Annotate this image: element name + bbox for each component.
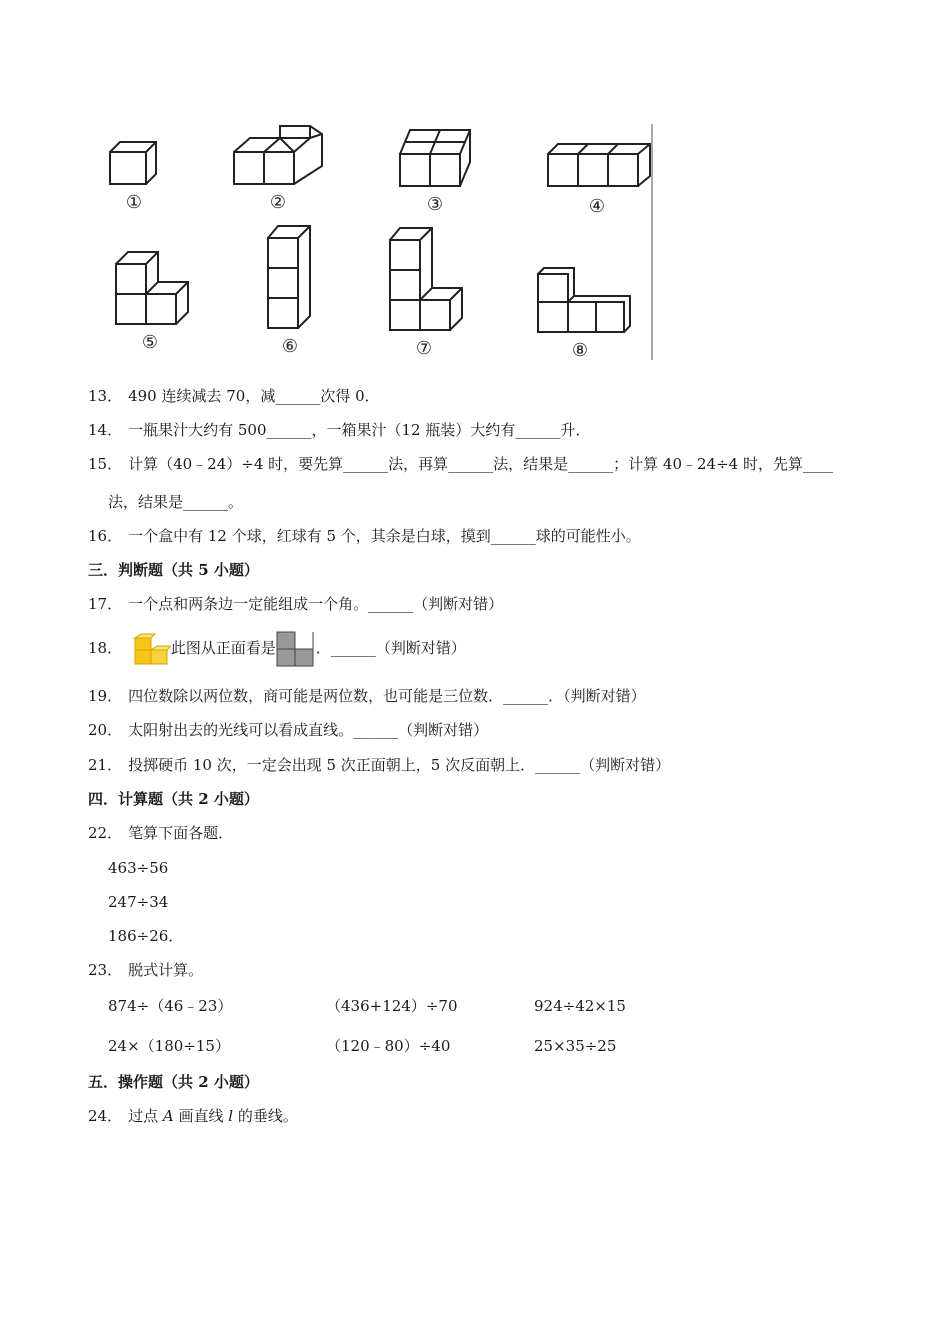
figure-label-4: ④ bbox=[588, 196, 606, 217]
question-number: 21． bbox=[88, 756, 123, 774]
point-a-label: A bbox=[162, 1107, 174, 1125]
question-number: 13． bbox=[88, 387, 123, 405]
calc-item: 25×35÷25 bbox=[534, 1037, 617, 1055]
figure-label-7: ⑦ bbox=[415, 338, 433, 359]
question-22 bbox=[88, 823, 233, 843]
figure-label-6: ⑥ bbox=[281, 336, 299, 357]
question-number: 16． bbox=[88, 527, 123, 545]
calc-item: 186÷26． bbox=[108, 927, 184, 945]
calc-item: （120﹣80）÷40 bbox=[326, 1037, 451, 1055]
figure-label-2: ② bbox=[269, 192, 287, 213]
calc-item: 874÷（46﹣23） bbox=[108, 997, 233, 1015]
section-3-heading: 三．判断题（共 5 小题） bbox=[88, 561, 259, 579]
calc-item: （436+124）÷70 bbox=[326, 997, 458, 1015]
question-number: 15． bbox=[88, 455, 123, 473]
question-text: 一个点和两条边一定能组成一个角。______（判断对错） bbox=[128, 595, 504, 613]
figure-label-5: ⑤ bbox=[141, 332, 159, 353]
cube-5-drawing bbox=[116, 252, 188, 324]
question-14 bbox=[88, 420, 590, 440]
question-15-continued: 法，结果是______。 bbox=[108, 493, 244, 511]
cube-3-drawing bbox=[400, 130, 470, 186]
question-text: 一瓶果汁大约有 500______，一箱果汁（12 瓶装）大约有______升． bbox=[128, 421, 591, 439]
question-15 bbox=[88, 454, 833, 474]
question-number: 19． bbox=[88, 687, 123, 705]
cube-8-drawing bbox=[538, 268, 630, 332]
question-number: 20． bbox=[88, 721, 123, 739]
question-text: 四位数除以两位数，商可能是两位数，也可能是三位数．______．（判断对错） bbox=[128, 687, 646, 705]
question-18 bbox=[88, 630, 466, 666]
question-number: 24． bbox=[88, 1107, 123, 1125]
cube-1-drawing bbox=[110, 142, 156, 184]
question-text: 490 连续减去 70，减______次得 0． bbox=[128, 387, 380, 405]
cube-2-drawing bbox=[234, 126, 322, 184]
question-24 bbox=[88, 1106, 298, 1126]
yellow-cubes-image bbox=[133, 632, 171, 666]
question-number: 17． bbox=[88, 595, 123, 613]
calc-item: 24×（180÷15） bbox=[108, 1037, 230, 1055]
figure-label-1: ① bbox=[125, 192, 143, 213]
question-13 bbox=[88, 386, 380, 406]
front-view-squares-image bbox=[276, 631, 316, 667]
cube-4-drawing bbox=[548, 144, 650, 186]
question-text: 过点 bbox=[128, 1107, 163, 1125]
question-text: 投掷硬币 10 次，一定会出现 5 次正面朝上，5 次反面朝上．______（判断对错） bbox=[128, 756, 671, 774]
calc-item: 247÷34 bbox=[108, 893, 169, 911]
cube-7-drawing bbox=[390, 228, 462, 330]
question-23 bbox=[88, 960, 203, 980]
question-text-suffix: ．______（判断对错） bbox=[315, 639, 466, 657]
question-text: 计算（40﹣24）÷4 时，要先算______法，再算______法，结果是______；计算 40﹣24÷4 时，先算____ bbox=[128, 455, 833, 473]
section-4-heading: 四．计算题（共 2 小题） bbox=[88, 790, 259, 808]
question-21 bbox=[88, 755, 670, 775]
question-text: 脱式计算。 bbox=[128, 961, 204, 979]
calc-item: 924÷42×15 bbox=[534, 997, 626, 1015]
question-text: 此图从正面看是 bbox=[170, 639, 276, 657]
line-l-label: l bbox=[228, 1107, 234, 1125]
calc-item: 463÷56 bbox=[108, 859, 169, 877]
question-number: 23． bbox=[88, 961, 123, 979]
question-number: 22． bbox=[88, 824, 123, 842]
question-text-end: 的垂线。 bbox=[233, 1107, 298, 1125]
question-number: 18． bbox=[88, 639, 123, 657]
question-16 bbox=[88, 526, 641, 546]
figure-label-8: ⑧ bbox=[571, 340, 589, 361]
question-text: 笔算下面各题． bbox=[128, 824, 234, 842]
figure-label-3: ③ bbox=[426, 194, 444, 215]
cube-figures-image bbox=[100, 122, 656, 362]
question-17 bbox=[88, 594, 503, 614]
section-5-heading: 五．操作题（共 2 小题） bbox=[88, 1073, 259, 1091]
cube-6-drawing bbox=[268, 226, 310, 328]
question-19 bbox=[88, 686, 646, 706]
question-text: 太阳射出去的光线可以看成直线。______（判断对错） bbox=[128, 721, 489, 739]
question-text: 一个盒中有 12 个球，红球有 5 个，其余是白球，摸到______球的可能性小。 bbox=[128, 527, 641, 545]
question-20 bbox=[88, 720, 488, 740]
question-text-mid: 画直线 bbox=[173, 1107, 229, 1125]
question-number: 14． bbox=[88, 421, 123, 439]
